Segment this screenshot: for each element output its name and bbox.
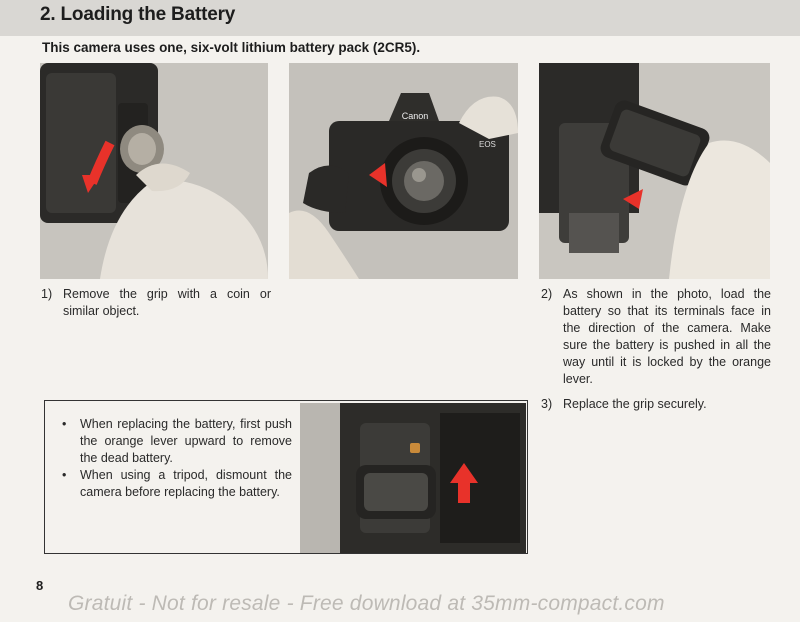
- note-item: [62, 467, 292, 501]
- step-text: As shown in the photo, load the battery so that its terminals face in the direction of the camera. Make sure the battery is pushed in all the way until it is locked by the orange lever.: [563, 287, 771, 386]
- section-title: 2. Loading the Battery: [40, 4, 236, 25]
- step-number: 3): [541, 397, 553, 411]
- step-number: 1): [41, 287, 53, 301]
- note-item: [62, 416, 292, 467]
- camera-brand-label: Canon: [401, 111, 429, 121]
- note-text: When using a tripod, dismount the camera before replacing the battery.: [80, 468, 292, 499]
- watermark: Gratuit - Not for resale - Free download at 35mm-compact.com: [68, 592, 665, 615]
- section-subtitle: This camera uses one, six-volt lithium battery pack (2CR5).: [42, 40, 421, 55]
- camera-model-label: EOS: [479, 140, 496, 149]
- bullet: •: [62, 417, 67, 431]
- photo-remove-grip: [40, 63, 268, 279]
- photo-insert-battery: [539, 63, 770, 279]
- step-1: [41, 286, 271, 320]
- photo-battery-lever: [300, 403, 526, 553]
- step-number: 2): [541, 287, 553, 301]
- step-text: Remove the grip with a coin or similar object.: [63, 287, 271, 318]
- step-text: Replace the grip securely.: [563, 397, 707, 411]
- notes-list: [62, 416, 292, 501]
- photo-camera-front: [289, 63, 518, 279]
- bullet: •: [62, 468, 67, 482]
- note-text: When replacing the battery, first push the orange lever upward to remove the dead battery.: [80, 417, 292, 465]
- page-number: 8: [36, 578, 44, 593]
- step-2: [541, 286, 771, 388]
- step-3: [541, 396, 771, 413]
